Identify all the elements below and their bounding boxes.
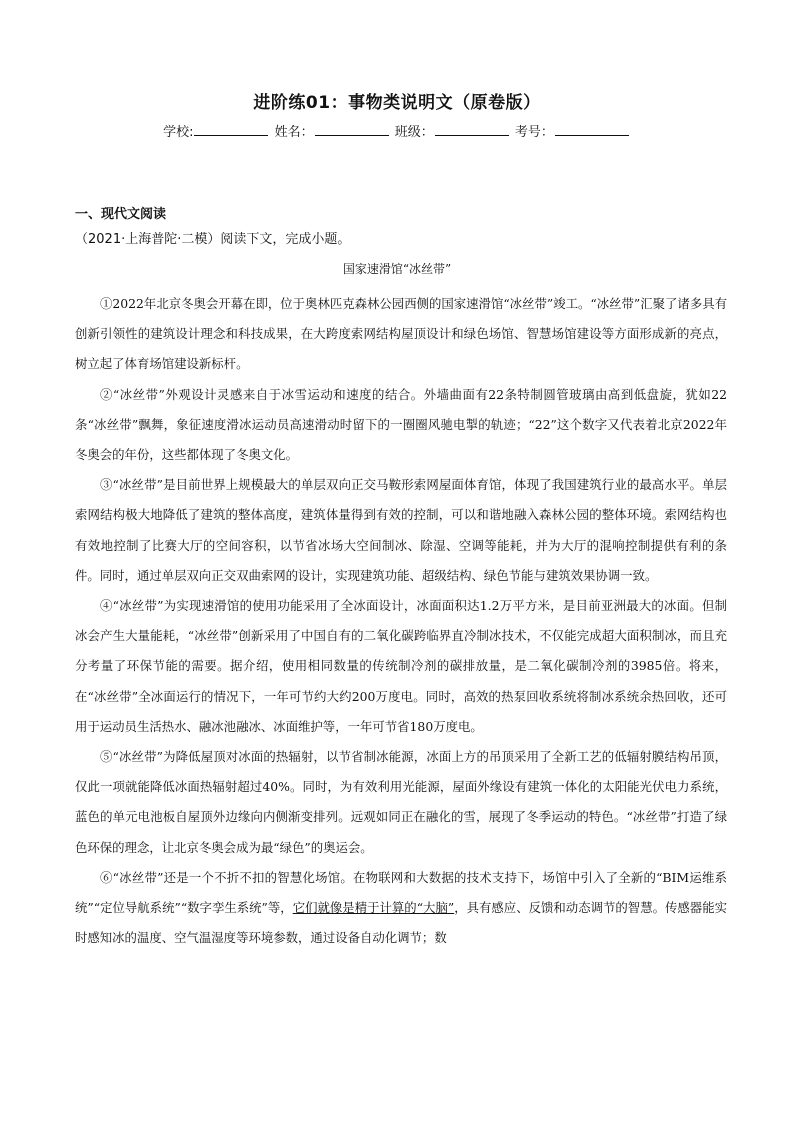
paragraph-6 <box>75 863 727 954</box>
paragraph-6-start: ⑥“冰丝带”还是一个不折不扣的智慧化场馆。在物联网和大数据的技术支持下，场馆中引入了全新的“BIM运维系统”“定位导航系统”“数字孪生系统”等， <box>75 869 727 916</box>
exam-number-blank <box>555 123 629 136</box>
exam-number-label: 考号： <box>514 125 554 140</box>
name-blank <box>315 123 389 136</box>
paragraph-6-end: ，具有感应、反馈和动态调节的智慧。传感器能实时感知冰的温度、空气温湿度等环境参数，通过设备自动化调节；数 <box>75 900 727 946</box>
name-label: 姓名： <box>274 125 314 140</box>
student-info-line <box>0 121 794 140</box>
page-title: 进阶练01：事物类说明文（原卷版） <box>253 93 541 113</box>
school-label: 学校: <box>163 125 194 140</box>
paragraph-1: ①2022年北京冬奥会开幕在即，位于奥林匹克森林公园西侧的国家速滑馆“冰丝带”竣工。“冰丝带”汇聚了诸多具有创新引领性的建筑设计理念和科技成果，在大跨度索网结构屋顶设计和绿色场馆、智慧场馆建设等方面形成新的亮点，树立起了体育场馆建设新标杆。 <box>75 296 727 372</box>
paragraph-4: ④“冰丝带”为实现速滑馆的使用功能采用了全冰面设计，冰面面积达1.2万平方米，是目前亚洲最大的冰面。但制冰会产生大量能耗，“冰丝带”创新采用了中国自有的二氧化碳跨临界直冷制冰技术，不仅能完成超大面积制冰，而且充分考量了环保节能的需要。据介绍，使用相同数量的传统制冷剂的碳排放量，是二氧化碳制冷剂的3985倍。将来，在“冰丝带”全冰面运行的情况下，一年可节约大约200万度电。同时，高效的热泵回收系统将制冰系统余热回收，还可用于运动员生活热水、融冰池融冰、冰面维护等，一年可节省180万度电。 <box>75 598 727 734</box>
article-body <box>75 289 727 953</box>
paragraph-5: ⑤“冰丝带”为降低屋顶对冰面的热辐射，以节省制冰能源，冰面上方的吊顶采用了全新工艺的低辐射膜结构吊顶，仅此一项就能降低冰面热辐射超过40%。同时，为有效利用光能源，屋面外缘设有建筑一体化的太阳能光伏电力系统，蓝色的单元电池板自屋顶外边缘向内侧渐变排列。远观如同正在融化的雪，展现了冬季运动的特色。“冰丝带”打造了绿色环保的理念，让北京冬奥会成为最“绿色”的奥运会。 <box>75 749 727 855</box>
underlined-phrase: 它们就像是精于计算的“大脑” <box>292 900 455 916</box>
question-source: （2021·上海普陀·二模）阅读下文，完成小题。 <box>75 232 351 247</box>
paragraph-2: ②“冰丝带”外观设计灵感来自于冰雪运动和速度的结合。外墙曲面有22条特制圆管玻璃由高到低盘旋，犹如22条“冰丝带”飘舞，象征速度滑冰运动员高速滑动时留下的一圈圈风驰电掣的轨迹；“22”这个数字又代表着北京2022年冬奥会的年份，这些都体现了冬奥文化。 <box>75 386 727 463</box>
section-heading: 一、现代文阅读 <box>75 207 167 222</box>
class-blank <box>435 123 509 136</box>
school-blank <box>194 123 268 136</box>
class-label: 班级： <box>394 125 434 140</box>
article-title: 国家速滑馆“冰丝带” <box>342 262 452 276</box>
paragraph-3: ③“冰丝带”是目前世界上规模最大的单层双向正交马鞍形索网屋面体育馆，体现了我国建筑行业的最高水平。单层索网结构极大地降低了建筑的整体高度，建筑体量得到有效的控制，可以和谐地融入森林公园的整体环境。索网结构也有效地控制了比赛大厅的空间容积，以节省冰场大空间制冰、除湿、空调等能耗，并为大厅的混响控制提供有利的条件。同时，通过单层双向正交双曲索网的设计，实现建筑功能、超级结构、绿色节能与建筑效果协调一致。 <box>75 477 727 583</box>
